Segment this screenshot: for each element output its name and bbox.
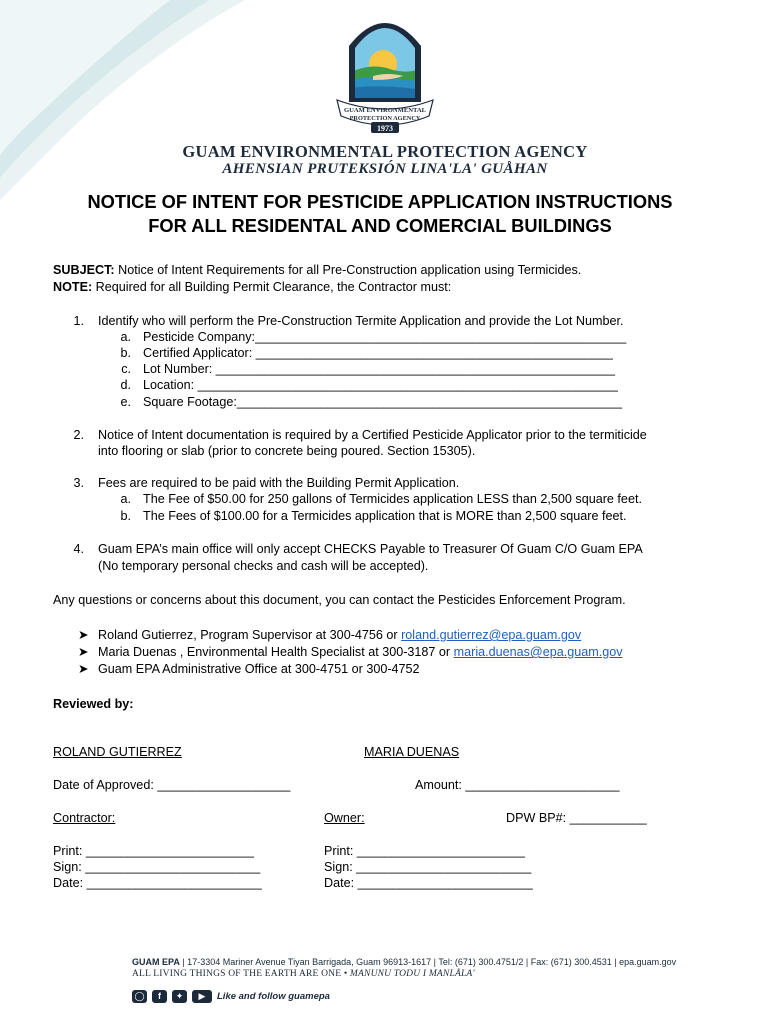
note-label: NOTE: [53,280,93,294]
reviewer-roland-name: ROLAND GUTIERREZ [53,745,182,759]
reviewed-by-label: Reviewed by: [53,697,134,711]
footer-brand: GUAM EPA [132,957,180,967]
location-field[interactable]: Location: ____________________________________________________________ [143,378,618,392]
twitter-icon[interactable]: ✦ [172,990,187,1003]
instagram-icon[interactable]: ◯ [132,990,147,1003]
item-2-text-line1: Notice of Intent documentation is required by a Certified Pesticide Applicator prior to the termiticide [98,428,647,442]
item-1c-letter: c. [121,362,131,376]
item-1d-letter: d. [120,378,131,392]
contact-maria [98,644,623,661]
footer-address-line [132,957,676,967]
arrow-bullet-icon: ➤ [78,662,89,676]
item-1b-letter: b. [120,346,131,360]
item-4-text-line2: (No temporary personal checks and cash will be accepted). [98,559,429,573]
seal-line1-text: GUAM ENVIRONMENTAL [343,107,427,114]
document-title-line2: FOR ALL RESIDENTAL AND COMERCIAL BUILDINGS [148,215,612,236]
square-footage-field[interactable]: Square Footage:_______________________________________________________ [143,395,623,409]
footer-motto: ALL LIVING THINGS OF THE EARTH ARE ONE • [132,969,350,979]
footer-motto-chamorro: MANUNU TODU I MANLÅLA' [349,969,475,979]
item-1a-letter: a. [120,330,131,344]
item-1e-letter: e. [120,395,131,409]
item-1-number: 1. [73,314,84,328]
arrow-bullet-icon: ➤ [78,628,89,642]
maria-email-link[interactable]: maria.duenas@epa.guam.gov [453,645,623,659]
item-4-number: 4. [73,542,84,556]
dpw-bp-field[interactable]: DPW BP#: ___________ [506,811,647,825]
owner-label: Owner: [324,811,365,825]
item-3a-text: The Fee of $50.00 for 250 gallons of Termicides application LESS than 2,500 square feet. [143,492,642,506]
seal-year-text: 1973 [377,124,393,133]
footer-address: | 17-3304 Mariner Avenue Tiyan Barrigada, Guam 96913-1617 | Tel: (671) 300.4751/2 | Fax: (671) 300.4531 | epa.guam.gov [179,957,677,967]
pesticide-company-field[interactable]: Pesticide Company:_____________________________________________________ [143,330,627,344]
date-approved-field[interactable]: Date of Approved: ___________________ [53,778,291,792]
contact-maria-text: Maria Duenas , Environmental Health Specialist at 300-3187 or [98,645,454,659]
contact-roland [98,627,581,644]
item-3a-letter: a. [120,492,131,506]
social-follow-text: Like and follow guamepa [217,991,330,1002]
owner-date-field[interactable]: Date: _________________________ [324,876,533,890]
subject-text: Notice of Intent Requirements for all Pre-Construction application using Termicides. [114,263,582,277]
certified-applicator-field[interactable]: Certified Applicator: ___________________________________________________ [143,346,613,360]
contact-admin-office: Guam EPA Administrative Office at 300-4751 or 300-4752 [98,662,420,676]
agency-name-english: GUAM ENVIRONMENTAL PROTECTION AGENCY [182,142,588,161]
amount-field[interactable]: Amount: ______________________ [415,778,620,792]
footer-motto-line [132,969,475,979]
facebook-icon[interactable]: f [152,990,167,1003]
item-3-text: Fees are required to be paid with the Building Permit Application. [98,476,460,490]
subject-label: SUBJECT: [53,263,115,277]
contractor-print-field[interactable]: Print: ________________________ [53,844,254,858]
lot-number-field[interactable]: Lot Number: _________________________________________________________ [143,362,616,376]
guam-epa-seal-logo [333,14,437,140]
contractor-sign-field[interactable]: Sign: _________________________ [53,860,261,874]
note-line [53,279,451,296]
reviewer-maria-name: MARIA DUENAS [364,745,460,759]
contact-roland-text: Roland Gutierrez, Program Supervisor at 300-4756 or [98,628,402,642]
owner-print-field[interactable]: Print: ________________________ [324,844,525,858]
document-title-line1: NOTICE OF INTENT FOR PESTICIDE APPLICATION INSTRUCTIONS [87,191,673,212]
note-text: Required for all Building Permit Clearance, the Contractor must: [92,280,452,294]
subject-line [53,262,581,279]
contractor-date-field[interactable]: Date: _________________________ [53,876,262,890]
contractor-label: Contractor: [53,811,116,825]
youtube-icon[interactable]: ▶ [192,990,212,1003]
item-2-text-line2: into flooring or slab (prior to concrete being poured. Section 15305). [98,444,476,458]
owner-sign-field[interactable]: Sign: _________________________ [324,860,532,874]
agency-name-chamorro: AHENSIAN PRUTEKSIÓN LINA'LA' GUÅHAN [222,161,548,177]
item-3b-letter: b. [120,509,131,523]
seal-line2-text: PROTECTION AGENCY [349,115,421,122]
roland-email-link[interactable]: roland.gutierrez@epa.guam.gov [401,628,582,642]
item-3-number: 3. [73,476,84,490]
item-2-number: 2. [73,428,84,442]
item-4-text-line1: Guam EPA’s main office will only accept CHECKS Payable to Treasurer Of Guam C/O Guam EPA [98,542,643,556]
questions-text: Any questions or concerns about this document, you can contact the Pesticides Enforcement Program. [53,593,626,607]
item-1-text: Identify who will perform the Pre-Construction Termite Application and provide the Lot Number. [98,314,624,328]
arrow-bullet-icon: ➤ [78,645,89,659]
item-3b-text: The Fees of $100.00 for a Termicides application that is MORE than 2,500 square feet. [143,509,627,523]
